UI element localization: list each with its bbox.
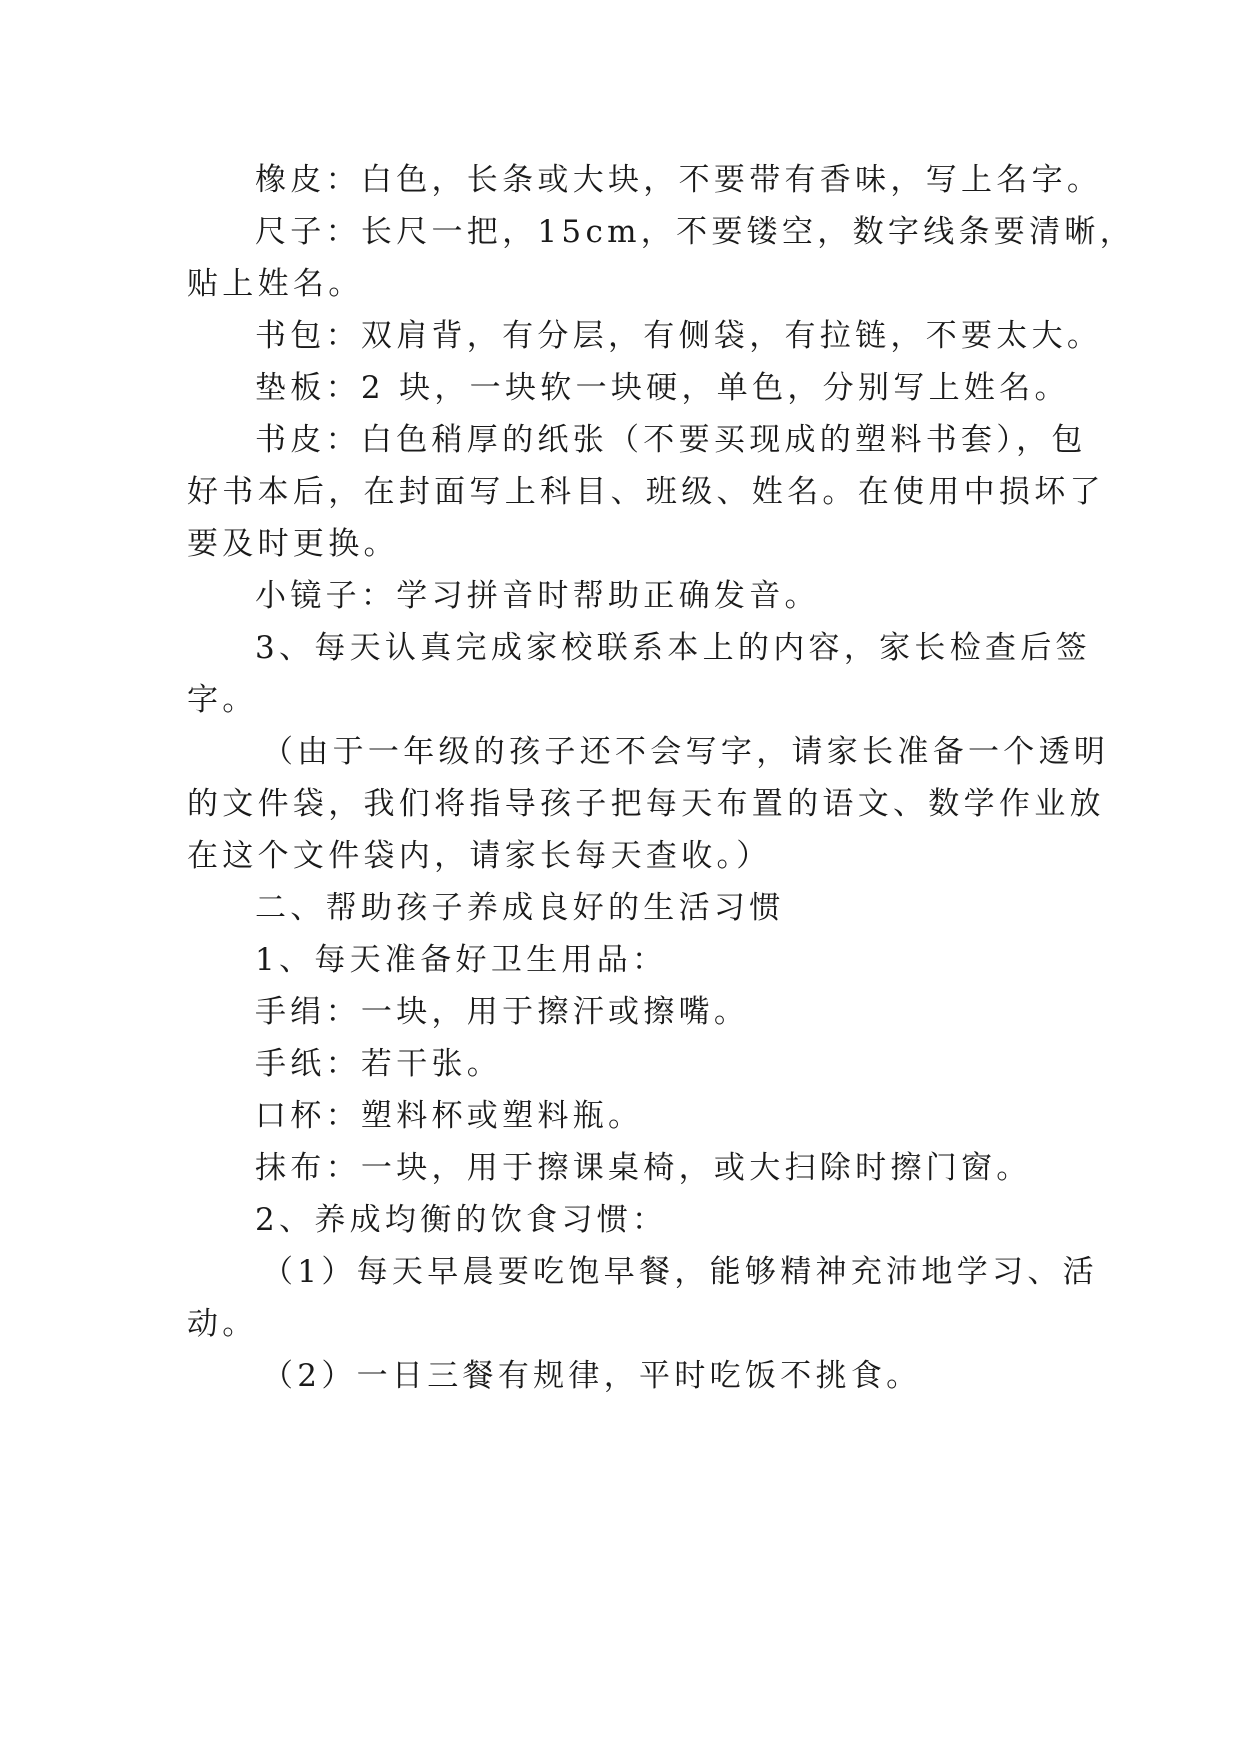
text-line: 书皮：白色稍厚的纸张（不要买现成的塑料书套），包 — [255, 422, 1087, 458]
text-line: 好书本后，在封面写上科目、班级、姓名。在使用中损坏了 — [187, 474, 1105, 510]
text-line: 贴上姓名。 — [187, 266, 364, 302]
text-line: 书包：双肩背，有分层，有侧袋，有拉链，不要太大。 — [255, 318, 1103, 354]
text-line: 尺子：长尺一把，15cm，不要镂空，数字线条要清晰， — [255, 214, 1136, 250]
text-line: 的文件袋，我们将指导孩子把每天布置的语文、数学作业放 — [187, 786, 1105, 822]
text-line: 在这个文件袋内，请家长每天查收。） — [187, 838, 772, 874]
text-line: （2）一日三餐有规律，平时吃饭不挑食。 — [262, 1358, 922, 1394]
text-line: （由于一年级的孩子还不会写字，请家长准备一个透明 — [262, 734, 1110, 770]
section-heading: 二、帮助孩子养成良好的生活习惯 — [255, 890, 785, 926]
text-line: 要及时更换。 — [187, 526, 399, 562]
text-line: 垫板：2 块，一块软一块硬，单色，分别写上姓名。 — [255, 370, 1070, 406]
text-line: 小镜子：学习拼音时帮助正确发音。 — [255, 578, 820, 614]
text-line: 3、每天认真完成家校联系本上的内容，家长检查后签 — [255, 630, 1091, 666]
text-line: 口杯：塑料杯或塑料瓶。 — [255, 1098, 644, 1134]
text-line: 1、每天准备好卫生用品： — [255, 942, 668, 978]
text-line: 橡皮：白色，长条或大块，不要带有香味，写上名字。 — [255, 162, 1103, 198]
text-line: 字。 — [187, 682, 258, 718]
text-line: 手纸：若干张。 — [255, 1046, 503, 1082]
text-line: 动。 — [187, 1306, 258, 1342]
text-line: 2、养成均衡的饮食习惯： — [255, 1202, 668, 1238]
text-line: 手绢：一块，用于擦汗或擦嘴。 — [255, 994, 750, 1030]
text-line: （1）每天早晨要吃饱早餐，能够精神充沛地学习、活 — [262, 1254, 1098, 1290]
text-line: 抹布：一块，用于擦课桌椅，或大扫除时擦门窗。 — [255, 1150, 1032, 1186]
